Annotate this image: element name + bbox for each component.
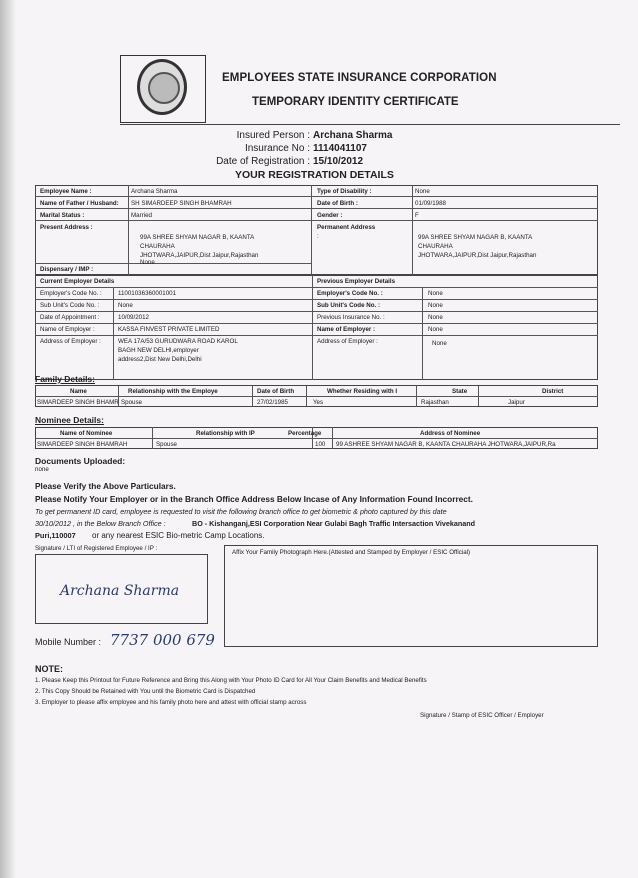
registration-details-title: YOUR REGISTRATION DETAILS (235, 169, 394, 181)
present-address-line3: JHOTWARA,JAIPUR,Dist Jaipur,Rajasthan (140, 252, 259, 259)
present-address-line1: 99A SHREE SHYAM NAGAR B, KAANTA (140, 234, 255, 241)
documents-title: Documents Uploaded: (35, 456, 126, 466)
note-item-3: 3. Employer to please affix employee and his family photo here and attest with official stamp across (35, 699, 307, 706)
signature-label: Signature / LTI of Registered Employee / IP : (35, 545, 158, 552)
family-header-dob: Date of Birth (257, 388, 295, 395)
note-title: NOTE: (35, 664, 63, 674)
nominee-header-address: Address of Nominee (420, 430, 481, 437)
officer-signature-label: Signature / Stamp of ESIC Officer / Employer (420, 712, 544, 719)
prev-address: None (432, 340, 447, 347)
photo-label: Affix Your Family Photograph Here.(Attested and Stamped by Employer / ESIC Official) (232, 549, 471, 556)
nominee-row-relationship: Spouse (156, 441, 177, 448)
scan-edge (0, 0, 16, 878)
current-employer-title: Current Employer Details (40, 278, 115, 285)
verify-camp: or any nearest ESIC Bio-metric Camp Locations. (92, 531, 265, 540)
appointment-date: 10/09/2012 (118, 314, 149, 321)
mobile-label: Mobile Number : (35, 637, 102, 647)
insured-person: Archana Sharma (313, 130, 393, 141)
photo-box (224, 545, 598, 647)
insurance-no: 1114041107 (313, 143, 367, 154)
prev-insurance: None (428, 314, 443, 321)
verify-line3: To get permanent ID card, employee is requested to visit the following branch office to get biometric & photo captured by this date (35, 507, 447, 516)
previous-employer-title: Previous Employer Details (317, 278, 396, 285)
verify-line2: Please Notify Your Employer or in the Branch Office Address Below Incase of Any Information Found Incorrect. (35, 494, 473, 504)
prev-insurance-label: Previous Insurance No. : (317, 314, 385, 321)
appointment-label: Date of Appointment : (40, 314, 100, 321)
employer-code-label: Employer's Code No. : (40, 290, 102, 297)
dob: 01/09/1988 (415, 200, 446, 207)
family-row-relationship: Spouse (121, 399, 142, 406)
nominee-row-name: SIMARDEEP SINGH BHAMRAH (37, 441, 128, 448)
family-row-state: Rajasthan (421, 399, 449, 406)
prev-address-label: Address of Employer : (317, 338, 378, 345)
registration-date-label: Date of Registration : (216, 156, 310, 167)
sub-unit: None (118, 302, 133, 309)
dispensary: None (140, 259, 155, 266)
handwritten-signature: Archana Sharma (60, 583, 180, 599)
employer-name: KASSA FINVEST PRIVATE LIMITED (118, 326, 220, 333)
insured-person-label: Insured Person : (236, 130, 310, 141)
family-header-residing: Whether Residing with I (327, 388, 398, 395)
employee-name: Archana Sharma (131, 188, 178, 195)
nominee-header-name: Name of Nominee (60, 430, 113, 437)
verify-branch: BO - Kishanganj,ESI Corporation Near Gulabi Bagh Traffic Intersaction Vivekanand (192, 519, 476, 528)
prev-sub: None (428, 302, 443, 309)
verify-line4a: 30/10/2012 , in the Below Branch Office : (35, 519, 166, 528)
permanent-address-label: Permanent Address (317, 224, 376, 231)
insurance-no-label: Insurance No : (244, 143, 310, 154)
note-item-2: 2. This Copy Should be Retained with You until the Biometric Card is Dispatched (35, 688, 256, 695)
disability-label: Type of Disability : (317, 188, 372, 195)
employee-name-label: Employee Name : (40, 188, 92, 195)
employer-code: 11001036360001001 (118, 290, 177, 297)
present-address-label: Present Address : (40, 224, 93, 231)
registration-date: 15/10/2012 (313, 156, 364, 167)
employer-name-label: Name of Employer : (40, 326, 95, 333)
gender-label: Gender : (317, 212, 343, 219)
note-item-1: 1. Please Keep this Printout for Future Reference and Bring this Along with Your Photo ID Card for All Your Claim Benefits and Medical Benefits (35, 677, 427, 684)
family-header-name: Name (70, 388, 87, 395)
employer-address-label: Address of Employer : (40, 338, 101, 345)
verify-puri: Puri,110007 (35, 531, 76, 540)
family-header-relationship: Relationship with the Employe (128, 388, 218, 395)
family-header-state: State (452, 388, 468, 395)
marital-label: Marital Status : (40, 212, 85, 219)
verify-line1: Please Verify the Above Particulars. (35, 481, 176, 491)
family-row-dob: 27/02/1985 (257, 399, 288, 406)
org-title: EMPLOYEES STATE INSURANCE CORPORATION (222, 72, 497, 84)
sub-unit-label: Sub Unit's Code No. : (40, 302, 100, 309)
family-row-name: SIMARDEEP SINGH BHAMR (37, 399, 119, 406)
mobile-number: 7737 000 679 (110, 631, 215, 649)
nominee-title: Nominee Details: (35, 415, 104, 425)
prev-name: None (428, 326, 443, 333)
esic-seal-icon (120, 55, 206, 123)
prev-name-label: Name of Employer : (317, 326, 376, 333)
disability: None (415, 188, 430, 195)
permanent-address-line2: CHAURAHA (418, 243, 453, 250)
family-row-district: Jaipur (508, 399, 525, 406)
certificate-title: TEMPORARY IDENTITY CERTIFICATE (252, 96, 459, 108)
nominee-row-percentage: 100 (315, 441, 326, 448)
dob-label: Date of Birth : (317, 200, 358, 207)
present-address-line2: CHAURAHA (140, 243, 175, 250)
family-header-district: District (542, 388, 564, 395)
father-label: Name of Father / Husband: (40, 200, 119, 207)
employer-address-line1: WEA 17A/53 GURUDWARA ROAD KAROL (118, 338, 238, 345)
marital-status: Married (131, 212, 152, 219)
documents-value: none (35, 466, 49, 473)
dispensary-label: Dispensary / IMP : (40, 266, 94, 273)
family-row-residing: Yes (313, 399, 324, 406)
prev-code: None (428, 290, 443, 297)
permanent-address-line3: JHOTWARA,JAIPUR,Dist Jaipur,Rajasthan (418, 252, 537, 259)
employer-address-line2: BAGH NEW DELHI,employer (118, 347, 199, 354)
family-title: Family Details: (35, 374, 95, 384)
nominee-header-percentage: Percentage (288, 430, 322, 437)
permanent-address-colon: : (317, 233, 319, 240)
nominee-header-relationship: Relationship with IP (196, 430, 255, 437)
father-name: SH SIMARDEEP SINGH BHAMRAH (131, 200, 232, 207)
gender: F (415, 212, 419, 219)
prev-code-label: Employer's Code No. : (317, 290, 383, 297)
employer-address-line3: address2,Dist New Delhi,Delhi (118, 356, 202, 363)
nominee-row-address: 99 ASHREE SHYAM NAGAR B, KAANTA CHAURAHA JHOTWARA,JAIPUR,Ra (336, 441, 556, 448)
prev-sub-label: Sub Unit's Code No. : (317, 302, 380, 309)
permanent-address-line1: 99A SHREE SHYAM NAGAR B, KAANTA (418, 234, 533, 241)
header-divider (120, 124, 620, 125)
